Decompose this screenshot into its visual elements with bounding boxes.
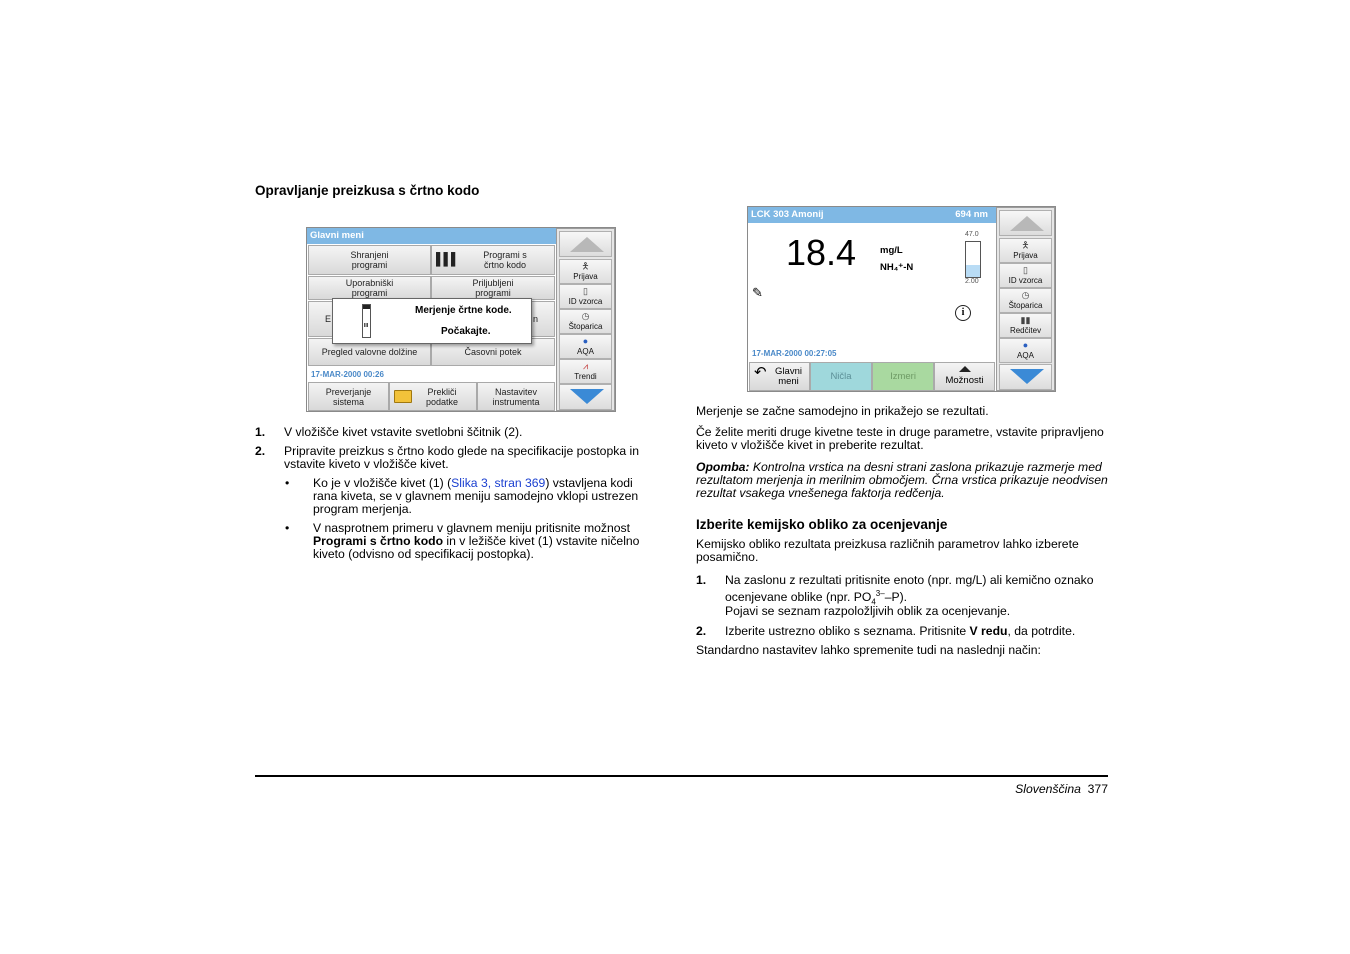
step-1-number: 1. [255, 425, 266, 439]
popup-line1: Merjenje črtne kode. [415, 305, 512, 316]
step1-post: –P). [884, 590, 908, 605]
recall-data-label: Prekliči podatke [425, 386, 459, 407]
vial-icon: ▯ [1023, 265, 1028, 275]
time-course-label: Časovni potek [464, 347, 522, 357]
measure-label: Izmeri [890, 370, 916, 382]
right-step-1-number: 1. [696, 573, 707, 587]
person-icon: 🯅 [581, 261, 590, 271]
popup-line2: Počakajte. [441, 326, 491, 337]
login-label-2: Prijava [1013, 251, 1038, 260]
result-unit[interactable]: mg/L [880, 245, 903, 256]
trend-chart-icon: ⩘ [582, 361, 589, 371]
options-up-icon [959, 366, 971, 372]
bullet-2-bold: Programi s črtno kodo [313, 534, 444, 548]
step-2-number: 2. [255, 444, 266, 458]
right-step-2-number: 2. [696, 624, 707, 638]
scroll-up-button-2[interactable] [999, 210, 1052, 236]
step2-post: , da potrdite. [1007, 624, 1076, 638]
hidden-program-label-2: n [532, 314, 538, 324]
person-icon: 🯅 [1021, 240, 1030, 250]
range-bar [965, 241, 981, 278]
login-label: Prijava [573, 272, 598, 281]
step-1-text: V vložišče kivet vstavite svetlobni ščitnik (2). [284, 425, 523, 439]
scroll-up-button[interactable] [559, 231, 612, 257]
range-top-label: 47.0 [965, 231, 979, 238]
main-menu-title: Glavni meni [307, 228, 556, 244]
aqa-label: AQA [577, 347, 594, 356]
aqa-button[interactable] [559, 334, 612, 359]
options-button[interactable] [934, 362, 995, 391]
options-label: Možnosti [945, 374, 984, 386]
main-menu-button[interactable] [749, 362, 810, 391]
step1-sub: 4 [871, 597, 876, 607]
section-heading-chemical-form: Izberite kemijsko obliko za ocenjevanje [696, 517, 948, 532]
timer-icon: ◷ [1021, 290, 1030, 300]
paragraph-chemical-form: Kemijsko obliko rezultata preizkusa različnih parametrov lahko izberete posamično. [696, 537, 1079, 564]
result-screen-screenshot [747, 206, 1056, 392]
bullet-1-text [313, 477, 659, 516]
edit-note-icon[interactable]: ✎ [752, 285, 763, 300]
section-heading-barcode: Opravljanje preizkusa s črtno kodo [255, 183, 480, 198]
timer-button-2[interactable] [999, 288, 1052, 313]
info-icon[interactable]: i [955, 305, 971, 321]
figure-reference-link[interactable]: Slika 3, stran 369 [451, 476, 546, 490]
system-check-button[interactable] [308, 382, 389, 411]
aqa-button-2[interactable] [999, 338, 1052, 363]
sample-id-button-2[interactable] [999, 263, 1052, 288]
bullet-1-mark: • [285, 476, 290, 490]
step1-pre: Na zaslonu z rezultati pritisnite enoto (npr. mg/L) ali kemično oznako ocenjevane oblike (npr. PO [725, 573, 1094, 605]
footer-rule [255, 775, 1108, 777]
range-bottom-label: 2.00 [965, 278, 979, 285]
barcode-icon: ▌▌▌ [436, 252, 459, 266]
arrow-down-icon [570, 389, 604, 404]
screen1-datestamp: 17-MAR-2000 00:26 [311, 370, 384, 379]
main-menu-screenshot [306, 227, 616, 412]
zero-button[interactable] [810, 362, 872, 391]
cuvette-icon: III [362, 304, 371, 338]
globe-icon: ● [582, 336, 589, 346]
footer-language: Slovenščina [1015, 782, 1081, 796]
chemical-form[interactable]: NH₄⁺-N [880, 262, 914, 273]
bullet-2-text [313, 522, 659, 561]
system-check-label: Preverjanje sistema [325, 386, 372, 407]
vial-icon: ▯ [583, 286, 588, 296]
zero-label: Ničla [830, 370, 852, 382]
paragraph-auto-start: Merjenje se začne samodejno in prikažejo se rezultati. [696, 404, 989, 418]
recall-data-button[interactable] [389, 382, 477, 411]
barcode-programs-button[interactable] [431, 245, 555, 275]
measure-button[interactable] [872, 362, 934, 391]
instrument-settings-label: Nastavitev instrumenta [492, 386, 540, 407]
page-number: 377 [1087, 782, 1108, 796]
right-step-1-follow: Pojavi se seznam razpoložljivih oblik za ocenjevanje. [725, 604, 1011, 618]
bullet-2-mark: • [285, 521, 290, 535]
timer-icon: ◷ [581, 311, 590, 321]
main-menu-label: Glavni meni [775, 365, 802, 387]
user-programs-button[interactable] [308, 276, 431, 300]
screen2-side-panel [996, 207, 1055, 391]
footer [900, 783, 1108, 796]
bullet-1-pre: Ko je v vložišče kivet (1) ( [313, 476, 452, 490]
wavelength-value: 694 nm [955, 209, 988, 220]
program-name: LCK 303 Amonij [751, 209, 824, 220]
hidden-program-label: E [325, 314, 332, 324]
saved-programs-label: Shranjeni programi [350, 250, 389, 270]
bullet-2-pre: V nasprotnem primeru v glavnem meniju pritisnite možnost [313, 521, 631, 535]
instrument-settings-button[interactable] [477, 382, 555, 411]
bullet-2-post: in v ležišče kivet (1) vstavite ničelno kiveto (odvisno od specifikacij postopka). [313, 534, 640, 561]
bullet-1-post: ) vstavljena kodi rana kiveta, se v glavnem meniju samodejno vklopi ustrezen program merjenja. [313, 476, 639, 516]
timer-label: Štoparica [568, 322, 603, 331]
sample-id-label: ID vzorca [568, 297, 603, 306]
scroll-down-button-2[interactable] [999, 364, 1052, 390]
arrow-up-icon [1010, 216, 1044, 231]
login-button-2[interactable] [999, 238, 1052, 263]
dilution-icon: ▮▮ [1020, 315, 1031, 325]
paragraph-other-tests: Če želite meriti druge kivetne teste in druge parametre, vstavite pripravljeno kiveto v vložišče kivet in preberite rezultat. [696, 425, 1104, 452]
user-programs-label: Uporabniški programi [345, 278, 394, 298]
step2-bold: V redu [969, 624, 1008, 638]
right-step-2-text [725, 625, 1108, 638]
step-2-text: Pripravite preizkus s črtno kodo glede na specifikacije postopka in vstavite kiveto v vložišče kivet. [284, 444, 639, 471]
trends-label: Trendi [574, 372, 597, 381]
arrow-down-icon [1010, 369, 1044, 384]
dilution-label: Redčitev [1009, 326, 1042, 335]
paragraph-default-setting: Standardno nastavitev lahko spremenite tudi na naslednji način: [696, 643, 1041, 657]
back-arrow-icon: ↶ [754, 364, 767, 381]
favorite-programs-button[interactable] [431, 276, 555, 300]
barcode-measuring-popup [332, 298, 532, 344]
result-title-bar [748, 207, 996, 223]
timer-label-2: Štoparica [1008, 301, 1043, 310]
arrow-up-icon [570, 237, 604, 252]
sample-id-button[interactable] [559, 284, 612, 309]
screen1-side-panel [556, 228, 615, 411]
step1-sup: 3– [875, 589, 885, 598]
sample-id-label-2: ID vzorca [1008, 276, 1043, 285]
note-label: Opomba: [696, 460, 750, 474]
timer-button[interactable] [559, 309, 612, 334]
result-value: 18.4 [786, 232, 857, 273]
login-button[interactable] [559, 259, 612, 284]
aqa-label-2: AQA [1017, 351, 1034, 360]
dilution-button[interactable] [999, 313, 1052, 338]
globe-icon: ● [1022, 340, 1029, 350]
screen2-datestamp: 17-MAR-2000 00:27:05 [752, 349, 837, 358]
step2-pre: Izberite ustrezno obliko s seznama. Pritisnite [725, 624, 970, 638]
note-paragraph [696, 461, 1108, 500]
favorite-programs-label: Priljubljeni programi [472, 278, 514, 298]
scroll-down-button[interactable] [559, 384, 612, 410]
wavelength-scan-label: Pregled valovne dolžine [321, 347, 418, 357]
trends-button[interactable] [559, 359, 612, 384]
note-text: Kontrolna vrstica na desni strani zaslona prikazuje razmerje med rezultatom merjenja in merilnim območjem. Črna vrstica prikazuje neodvisen rezultat vsakega vnešenega faktorja redčenja. [696, 460, 1108, 500]
barcode-programs-label: Programi s črtno kodo [483, 250, 527, 270]
folder-icon [394, 390, 412, 403]
saved-programs-button[interactable] [308, 245, 431, 275]
